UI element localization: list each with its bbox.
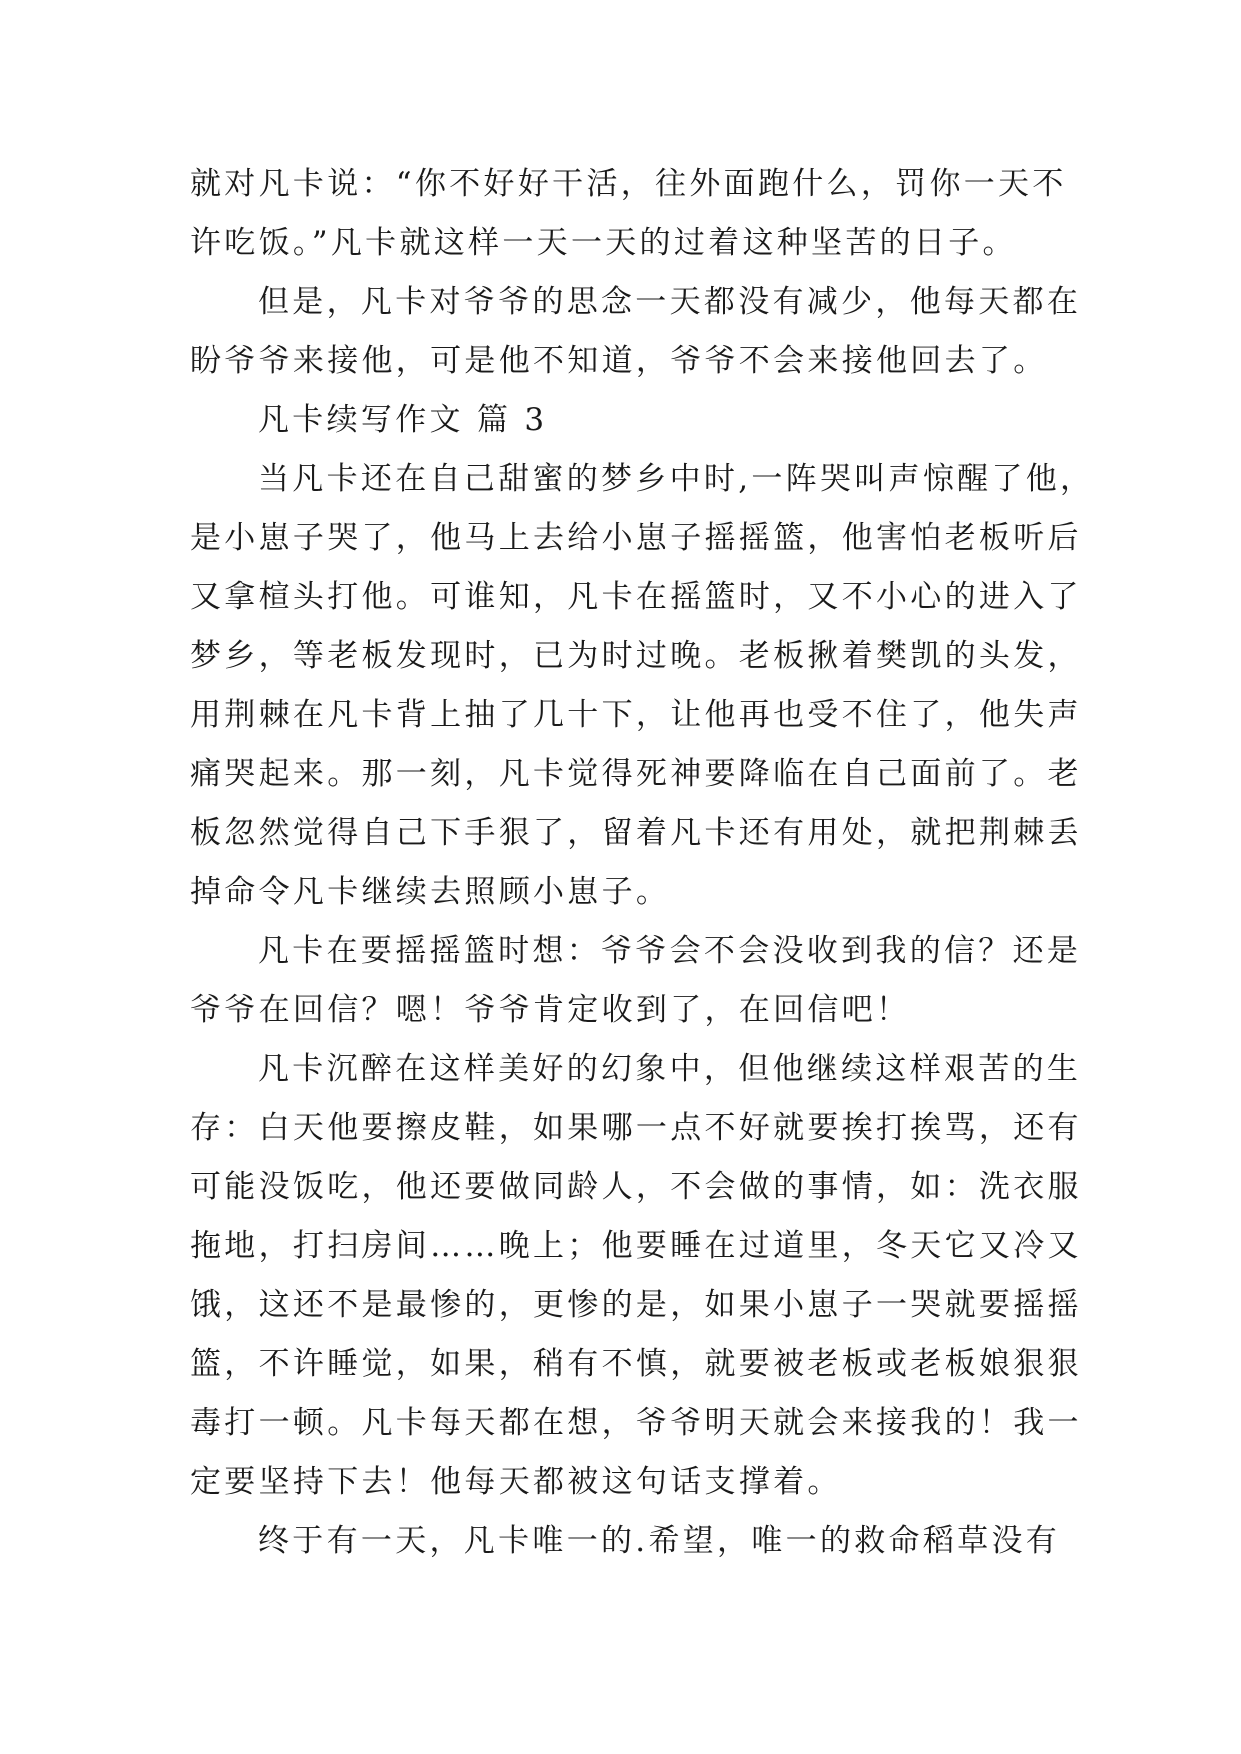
text-line: 存：白天他要擦皮鞋，如果哪一点不好就要挨打挨骂，还有	[190, 1110, 1082, 1146]
text-line: 可能没饭吃，他还要做同龄人，不会做的事情，如：洗衣服	[190, 1169, 1082, 1205]
document-body	[190, 155, 1095, 1571]
text-line: 但是，凡卡对爷爷的思念一天都没有减少，他每天都在	[258, 284, 1082, 320]
text-line: 痛哭起来。那一刻，凡卡觉得死神要降临在自己面前了。老	[190, 756, 1082, 792]
text-line: 掉命令凡卡继续去照顾小崽子。	[190, 874, 671, 910]
text-line: 盼爷爷来接他，可是他不知道，爷爷不会来接他回去了。	[190, 343, 1048, 379]
text-line: 篮，不许睡觉，如果，稍有不慎，就要被老板或老板娘狠狠	[190, 1346, 1082, 1382]
text-line: 拖地，打扫房间……晚上；他要睡在过道里，冬天它又冷又	[190, 1228, 1082, 1264]
section-heading: 凡卡续写作文 篇 3	[258, 402, 548, 438]
text-line: 板忽然觉得自己下手狠了，留着凡卡还有用处，就把荆棘丢	[190, 815, 1082, 851]
text-line: 就对凡卡说：“你不好好干活，往外面跑什么，罚你一天不	[190, 166, 1067, 202]
text-line: 用荆棘在凡卡背上抽了几十下，让他再也受不住了，他失声	[190, 697, 1082, 733]
text-line: 凡卡在要摇摇篮时想：爷爷会不会没收到我的信？还是	[258, 933, 1082, 969]
text-line: 当凡卡还在自己甜蜜的梦乡中时,一阵哭叫声惊醒了他，	[258, 461, 1095, 497]
text-line: 终于有一天，凡卡唯一的.希望，唯一的救命稻草没有	[258, 1523, 1061, 1559]
text-line: 毒打一顿。凡卡每天都在想，爷爷明天就会来接我的！我一	[190, 1405, 1082, 1441]
text-line: 饿，这还不是最惨的，更惨的是，如果小崽子一哭就要摇摇	[190, 1287, 1082, 1323]
text-line: 许吃饭。”凡卡就这样一天一天的过着这种坚苦的日子。	[190, 225, 1017, 261]
text-line: 是小崽子哭了，他马上去给小崽子摇摇篮，他害怕老板听后	[190, 520, 1082, 556]
text-line: 梦乡，等老板发现时，已为时过晚。老板揪着樊凯的头发，	[190, 638, 1082, 674]
text-line: 又拿楦头打他。可谁知，凡卡在摇篮时，又不小心的进入了	[190, 579, 1082, 615]
text-line: 凡卡沉醉在这样美好的幻象中，但他继续这样艰苦的生	[258, 1051, 1082, 1087]
text-line: 定要坚持下去！他每天都被这句话支撑着。	[190, 1464, 842, 1500]
text-line: 爷爷在回信？嗯！爷爷肯定收到了，在回信吧！	[190, 992, 911, 1028]
